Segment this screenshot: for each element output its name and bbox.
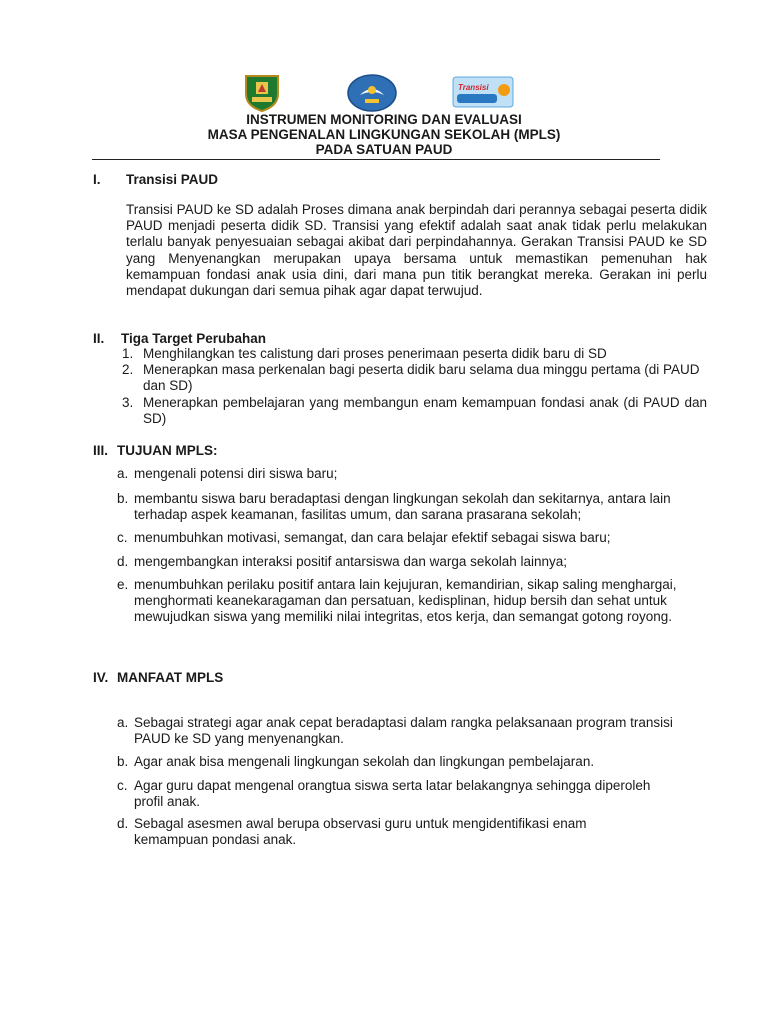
list-item [117,491,709,523]
list-item-text: Sebagal asesmen awal berupa observasi guru untuk mengidentifikasi enam kemampuan pondasi anak. [134,816,587,848]
list-item [122,362,707,394]
list-marker: d. [117,816,129,831]
transisi-paud-sd-icon [452,76,514,108]
list-item-text: Menerapkan masa perkenalan bagi peserta didik baru selama dua minggu pertama (di PAUD dan SD) [143,362,700,394]
title-line-3: PADA SATUAN PAUD [315,142,453,157]
list-marker: c. [117,778,128,793]
list-marker: 3. [122,395,134,410]
list-item [117,754,709,770]
tut-wuri-handayani-icon [347,74,397,112]
title-line-1: INSTRUMEN MONITORING DAN EVALUASI [246,112,522,127]
section-title: MANFAAT MPLS [117,670,224,685]
list-item-text: Agar anak bisa mengenali lingkungan sekolah dan lingkungan pembelajaran. [134,754,595,769]
section-number: II. [93,331,105,346]
list-marker: b. [117,491,129,506]
list-marker: c. [117,530,128,545]
section-number: III. [93,443,109,458]
section-1-paragraph: Transisi PAUD ke SD adalah Proses dimana anak berpindah dari perannya sebagai peserta didik PAUD menjadi peserta didik SD. Transisi yang efektif adalah saat anak tidak perlu melakukan terlalu banyak penyesuaian sebagai akibat dari perpindahannya. Gerakan Transisi PAUD ke SD yang Menyenangkan merupakan upaya bersama untuk memastikan pemenuhan hak kemampuan fondasi anak usia dini, dari mana pun titik berangkat mereka. Gerakan ini perlu mendapat dukungan dari semua pihak agar dapat terwujud. [126,202,707,299]
list-item [117,778,657,810]
list-item-text: Agar guru dapat mengenal orangtua siswa serta latar belakangnya sehingga diperoleh profil anak. [134,778,651,810]
list-marker: e. [117,577,129,592]
list-item-text: Sebagai strategi agar anak cepat beradaptasi dalam rangka pelaksanaan program transisi PAUD ke SD yang menyenangkan. [134,715,673,747]
logo-row [0,72,768,114]
list-marker: 2. [122,362,134,377]
list-item-text: menumbuhkan perilaku positif antara lain kejujuran, kemandirian, sikap saling menghargai, menghormati keanekaragaman dan persatuan, kedisplinan, hidup bersih dan sehat untuk mewujudkan siswa yang memiliki nilai integritas, etos kerja, dan semangat gotong royong. [134,577,677,625]
list-item [117,530,709,546]
section-title: Tiga Target Perubahan [121,331,267,346]
list-item-text: membantu siswa baru beradaptasi dengan lingkungan sekolah dan sekitarnya, antara lain terhadap aspek keamanan, fasilitas umum, dan sarana prasarana sekolah; [134,491,671,523]
list-item-text: mengenali potensi diri siswa baru; [134,466,338,481]
list-marker: d. [117,554,129,569]
list-item-text: menumbuhkan motivasi, semangat, dan cara belajar efektif sebagai siswa baru; [134,530,611,545]
document-title [0,112,768,157]
list-item [122,346,707,362]
list-item [117,577,692,626]
title-divider [92,159,660,160]
title-line-2: MASA PENGENALAN LINGKUNGAN SEKOLAH (MPLS) [207,127,561,142]
list-item [117,466,709,482]
list-marker: a. [117,715,129,730]
section-number: IV. [93,670,109,685]
list-item [117,554,709,570]
list-item-text: Menerapkan pembelajaran yang membangun enam kemampuan fondasi anak (di PAUD dan SD) [143,395,707,427]
list-item-text: Menghilangkan tes calistung dari proses penerimaan peserta didik baru di SD [143,346,607,361]
section-title: Transisi PAUD [126,172,219,187]
list-marker: a. [117,466,129,481]
regional-crest-icon [242,72,282,112]
list-item-text: mengembangkan interaksi positif antarsiswa dan warga sekolah lainnya; [134,554,567,569]
list-marker: b. [117,754,129,769]
svg-text:Transisi: Transisi [458,83,489,92]
list-item [117,816,657,848]
list-item [117,715,677,747]
section-number: I. [93,172,101,187]
list-marker: 1. [122,346,134,361]
section-title: TUJUAN MPLS: [117,443,218,458]
list-item [122,395,707,427]
